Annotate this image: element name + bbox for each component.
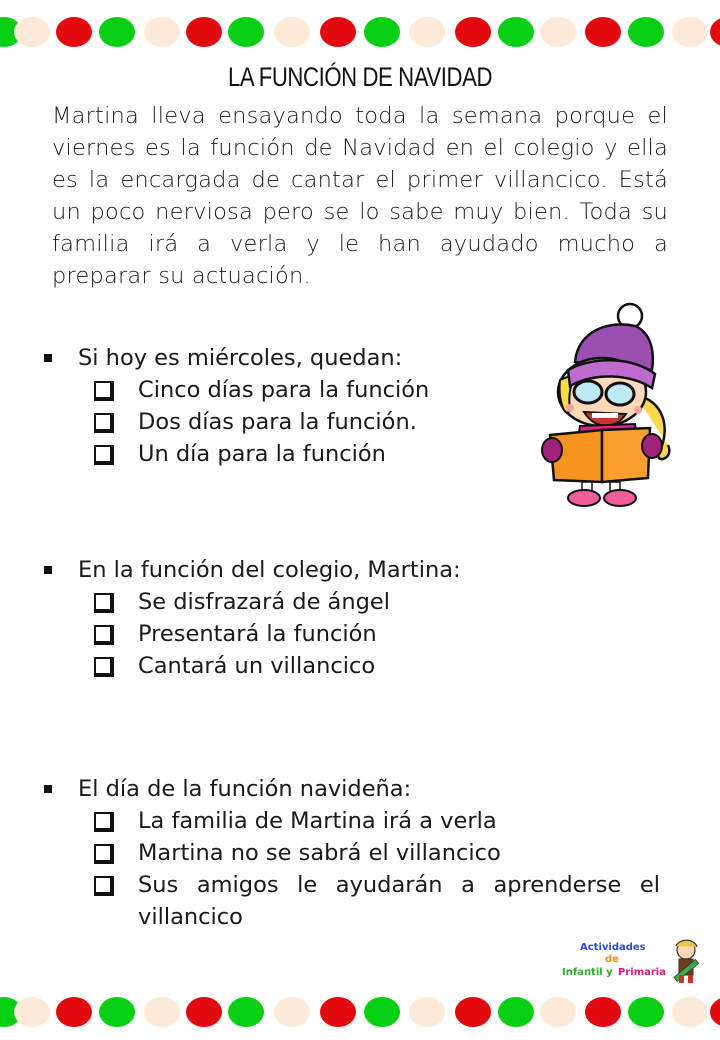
girl-with-pencil-icon xyxy=(670,938,702,986)
checkbox-icon[interactable] xyxy=(94,413,114,433)
decorative-dot-icon xyxy=(409,17,445,47)
decorative-dot-icon xyxy=(540,997,576,1027)
question-stem: El día de la función navideña: xyxy=(40,773,680,805)
checkbox-icon[interactable] xyxy=(94,593,114,613)
answer-option[interactable]: Martina no se sabrá el villancico xyxy=(40,837,680,869)
decorative-dot-icon xyxy=(99,997,135,1027)
decorative-dot-icon xyxy=(628,17,664,47)
decorative-dot-icon xyxy=(186,997,222,1027)
decorative-dot-icon xyxy=(99,17,135,47)
worksheet-title: LA FUNCIÓN DE NAVIDAD xyxy=(227,62,493,92)
decorative-dot-icon xyxy=(56,997,92,1027)
checkbox-icon[interactable] xyxy=(94,876,114,896)
decorative-dot-icon xyxy=(274,997,310,1027)
brand-logo: Actividades de Infantil y Primaria xyxy=(560,938,705,988)
decorative-dot-icon xyxy=(455,997,491,1027)
question-2 xyxy=(40,554,680,682)
decorative-dot-icon xyxy=(585,997,621,1027)
decorative-dot-icon xyxy=(628,997,664,1027)
checkbox-icon[interactable] xyxy=(94,812,114,832)
decorative-dot-icon xyxy=(364,997,400,1027)
question-stem: Si hoy es miércoles, quedan: xyxy=(40,342,680,374)
decorative-dot-icon xyxy=(455,17,491,47)
decorative-dot-icon xyxy=(320,17,356,47)
answer-option-continuation: villancico xyxy=(138,904,243,930)
checkbox-icon[interactable] xyxy=(94,625,114,645)
decorative-dot-icon xyxy=(585,17,621,47)
decorative-dot-icon xyxy=(710,17,720,47)
answer-option[interactable]: Presentará la función xyxy=(40,618,680,650)
decorative-dot-icon xyxy=(274,17,310,47)
decorative-dot-icon xyxy=(228,17,264,47)
decorative-dot-icon xyxy=(540,17,576,47)
girl-reading-book-icon xyxy=(540,300,680,510)
decorative-dot-icon xyxy=(228,997,264,1027)
checkbox-icon[interactable] xyxy=(94,445,114,465)
decorative-dot-icon xyxy=(364,17,400,47)
decorative-dot-icon xyxy=(144,17,180,47)
decorative-dot-icon xyxy=(498,997,534,1027)
answer-option[interactable]: Dos días para la función. xyxy=(40,406,680,438)
answer-option[interactable]: Un día para la función xyxy=(40,438,680,470)
square-bullet-icon xyxy=(44,566,52,574)
top-dot-border xyxy=(0,15,720,49)
square-bullet-icon xyxy=(44,785,52,793)
decorative-dot-icon xyxy=(186,17,222,47)
checkbox-icon[interactable] xyxy=(94,381,114,401)
answer-option[interactable]: Sus amigos le ayudarán a aprenderse el xyxy=(40,869,680,901)
decorative-dot-icon xyxy=(710,997,720,1027)
decorative-dot-icon xyxy=(14,17,50,47)
decorative-dot-icon xyxy=(672,17,708,47)
story-paragraph: Martina lleva ensayando toda la semana porque el viernes es la función de Navidad en el colegio y ella es la encargada de cantar el primer villancico. Está un poco nerviosa pero se lo sabe muy bien. Toda su familia irá a verla y le han ayudado mucho a preparar su actuación. xyxy=(52,103,668,289)
answer-option[interactable]: Se disfrazará de ángel xyxy=(40,586,680,618)
checkbox-icon[interactable] xyxy=(94,844,114,864)
decorative-dot-icon xyxy=(409,997,445,1027)
decorative-dot-icon xyxy=(144,997,180,1027)
decorative-dot-icon xyxy=(320,997,356,1027)
bottom-dot-border xyxy=(0,995,720,1029)
decorative-dot-icon xyxy=(56,17,92,47)
decorative-dot-icon xyxy=(14,997,50,1027)
decorative-dot-icon xyxy=(498,17,534,47)
question-3 xyxy=(40,773,680,933)
square-bullet-icon xyxy=(44,354,52,362)
answer-option[interactable]: Cinco días para la función xyxy=(40,374,680,406)
checkbox-icon[interactable] xyxy=(94,657,114,677)
question-stem: En la función del colegio, Martina: xyxy=(40,554,680,586)
answer-option[interactable]: La familia de Martina irá a verla xyxy=(40,805,680,837)
decorative-dot-icon xyxy=(672,997,708,1027)
answer-option[interactable]: Cantará un villancico xyxy=(40,650,680,682)
